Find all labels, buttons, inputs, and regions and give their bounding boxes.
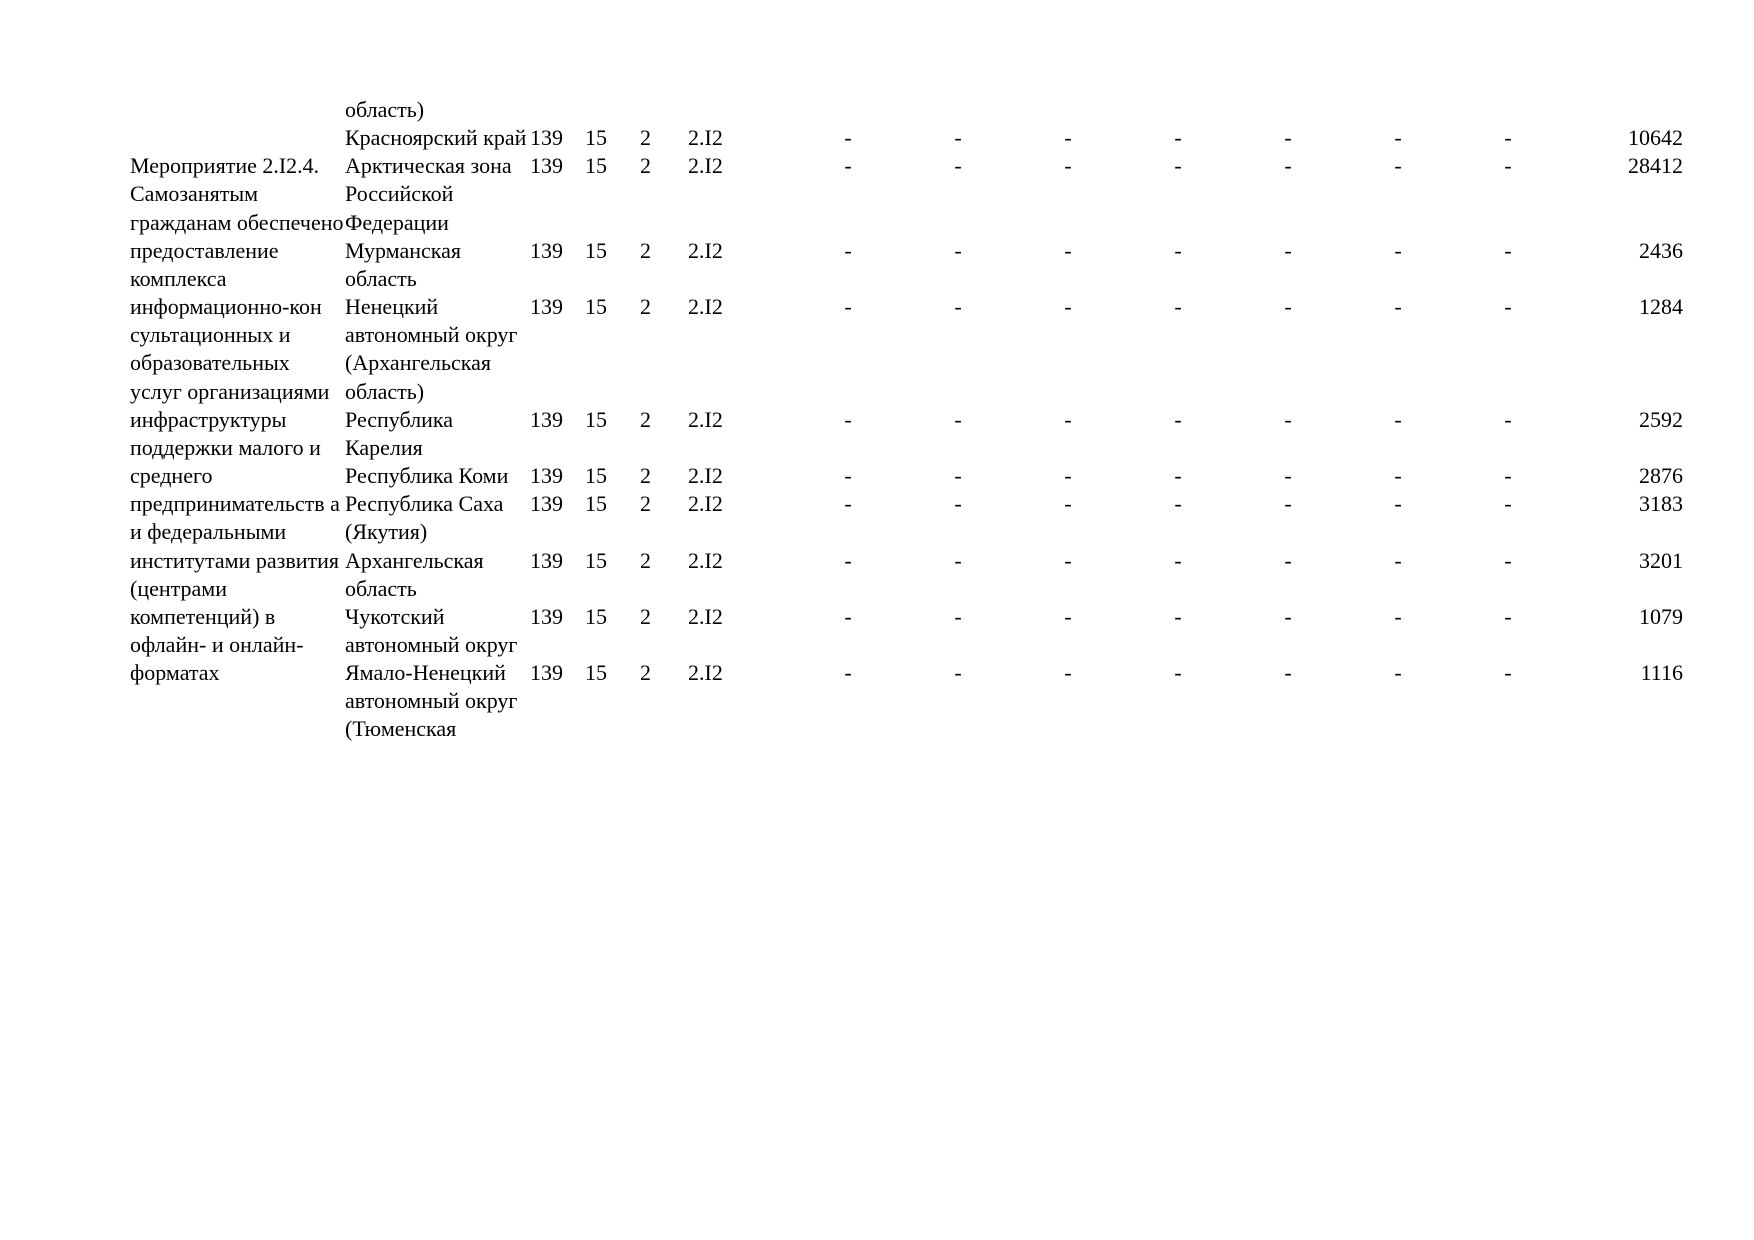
cell-n2: 15 <box>585 547 607 573</box>
cell-n3: 2 <box>640 237 651 263</box>
cell-n2: 15 <box>585 491 607 517</box>
cell-dash-3: - <box>1064 237 1072 263</box>
cell-dash-4: - <box>1174 406 1182 432</box>
cell-dash-6: - <box>1394 463 1402 489</box>
cell-dash-1: - <box>844 237 852 263</box>
cell-code: 2.I2 <box>688 406 723 432</box>
cell-dash-4: - <box>1174 463 1182 489</box>
region-name: Мурманская область <box>345 237 461 291</box>
cell-n3: 2 <box>640 547 651 573</box>
cell-dash-6: - <box>1394 125 1402 151</box>
cell-dash-3: - <box>1064 153 1072 179</box>
region-name: Красноярский край <box>345 125 527 151</box>
table-row <box>130 490 1683 546</box>
cell-dash-2: - <box>954 153 962 179</box>
table-row <box>130 659 1683 743</box>
cell-n3: 2 <box>640 603 651 629</box>
measure-description-cell <box>130 124 345 152</box>
cell-dash-6: - <box>1394 294 1402 320</box>
cell-dash-4 <box>1123 96 1233 124</box>
cell-dash-2: - <box>954 491 962 517</box>
cell-dash-7: - <box>1504 660 1512 686</box>
table-row <box>130 406 1683 462</box>
cell-value <box>1563 96 1683 124</box>
cell-n2: 15 <box>585 237 607 263</box>
cell-dash-5: - <box>1284 660 1292 686</box>
cell-dash-4: - <box>1174 125 1182 151</box>
cell-dash-6 <box>1343 96 1453 124</box>
cell-dash-4: - <box>1174 153 1182 179</box>
cell-dash-1: - <box>844 491 852 517</box>
cell-n1: 139 <box>530 294 563 320</box>
cell-dash-7: - <box>1504 603 1512 629</box>
cell-n2: 15 <box>585 153 607 179</box>
cell-dash-5: - <box>1284 491 1292 517</box>
cell-dash-1 <box>793 96 903 124</box>
cell-dash-7 <box>1453 96 1563 124</box>
cell-dash-6: - <box>1394 153 1402 179</box>
cell-code: 2.I2 <box>688 547 723 573</box>
cell-dash-6: - <box>1394 491 1402 517</box>
cell-dash-3: - <box>1064 406 1072 432</box>
cell-value: 28412 <box>1628 153 1683 179</box>
cell-dash-1: - <box>844 153 852 179</box>
cell-dash-3: - <box>1064 660 1072 686</box>
cell-code: 2.I2 <box>688 603 723 629</box>
cell-dash-5: - <box>1284 294 1292 320</box>
cell-n1: 139 <box>530 463 563 489</box>
table-row <box>130 96 1683 124</box>
cell-dash-2: - <box>954 294 962 320</box>
cell-dash-1: - <box>844 406 852 432</box>
cell-dash-7: - <box>1504 406 1512 432</box>
cell-n1: 139 <box>530 125 563 151</box>
cell-dash-7: - <box>1504 463 1512 489</box>
cell-dash-4: - <box>1174 660 1182 686</box>
cell-dash-6: - <box>1394 406 1402 432</box>
cell-dash-5 <box>1233 96 1343 124</box>
cell-code: 2.I2 <box>688 153 723 179</box>
cell-n3: 2 <box>640 294 651 320</box>
cell-dash-7: - <box>1504 125 1512 151</box>
cell-value: 2436 <box>1639 237 1683 263</box>
table-row <box>130 152 1683 236</box>
data-table <box>130 96 1683 744</box>
cell-dash-3: - <box>1064 125 1072 151</box>
cell-dash-4: - <box>1174 237 1182 263</box>
cell-dash-1: - <box>844 547 852 573</box>
region-name: Республика Карелия <box>345 406 454 460</box>
cell-dash-1: - <box>844 463 852 489</box>
cell-dash-7: - <box>1504 237 1512 263</box>
table-row <box>130 124 1683 152</box>
cell-dash-7: - <box>1504 547 1512 573</box>
cell-value: 2592 <box>1639 406 1683 432</box>
region-continued-text: область) <box>345 97 425 122</box>
cell-dash-3: - <box>1064 547 1072 573</box>
cell-dash-4: - <box>1174 294 1182 320</box>
cell-value: 1079 <box>1639 603 1683 629</box>
cell-n3: 2 <box>640 153 651 179</box>
cell-value: 3201 <box>1639 547 1683 573</box>
cell-n1: 139 <box>530 547 563 573</box>
table-row <box>130 293 1683 406</box>
table-row <box>130 547 1683 603</box>
region-name: Чукотский автономный округ <box>345 603 518 657</box>
cell-n1: 139 <box>530 660 563 686</box>
cell-dash-4: - <box>1174 547 1182 573</box>
cell-dash-2: - <box>954 237 962 263</box>
cell-code: 2.I2 <box>688 463 723 489</box>
cell-n1: 139 <box>530 406 563 432</box>
cell-n2: 15 <box>585 463 607 489</box>
cell-dash-5: - <box>1284 125 1292 151</box>
cell-code: 2.I2 <box>688 294 723 320</box>
cell-n1: 139 <box>530 603 563 629</box>
cell-dash-4: - <box>1174 491 1182 517</box>
region-name: Республика Коми <box>345 463 509 489</box>
cell-n1: 139 <box>530 237 563 263</box>
cell-dash-3: - <box>1064 491 1072 517</box>
cell-code <box>688 96 793 124</box>
cell-n1 <box>530 96 585 124</box>
cell-dash-1: - <box>844 660 852 686</box>
cell-dash-6: - <box>1394 660 1402 686</box>
measure-description-cell <box>130 96 345 124</box>
cell-n3: 2 <box>640 463 651 489</box>
cell-dash-2: - <box>954 463 962 489</box>
cell-dash-5: - <box>1284 406 1292 432</box>
region-name: Ямало-Ненецкий автономный округ (Тюменская <box>345 660 518 742</box>
table-row <box>130 462 1683 490</box>
cell-dash-5: - <box>1284 153 1292 179</box>
cell-dash-7: - <box>1504 294 1512 320</box>
cell-dash-2: - <box>954 406 962 432</box>
cell-code: 2.I2 <box>688 491 723 517</box>
cell-dash-2: - <box>954 125 962 151</box>
cell-dash-6: - <box>1394 547 1402 573</box>
cell-value: 1116 <box>1640 660 1683 686</box>
cell-n3 <box>640 96 688 124</box>
cell-n1: 139 <box>530 153 563 179</box>
cell-n3: 2 <box>640 491 651 517</box>
cell-dash-6: - <box>1394 237 1402 263</box>
cell-n3: 2 <box>640 406 651 432</box>
cell-value: 2876 <box>1639 463 1683 489</box>
cell-n2: 15 <box>585 660 607 686</box>
cell-dash-5: - <box>1284 237 1292 263</box>
cell-dash-2: - <box>954 660 962 686</box>
cell-n1: 139 <box>530 491 563 517</box>
cell-n3: 2 <box>640 125 651 151</box>
cell-dash-3: - <box>1064 294 1072 320</box>
cell-dash-4: - <box>1174 603 1182 629</box>
cell-dash-5: - <box>1284 547 1292 573</box>
cell-dash-2: - <box>954 603 962 629</box>
cell-n2: 15 <box>585 603 607 629</box>
cell-code: 2.I2 <box>688 237 723 263</box>
cell-n2: 15 <box>585 406 607 432</box>
cell-dash-1: - <box>844 603 852 629</box>
table-row <box>130 237 1683 293</box>
measure-description-cell: Мероприятие 2.I2.4. Самозанятым гражданам обеспечено предоставление комплекса информационно-кон сультационных и образовательных услуг организациями инфраструктуры поддержки малого и среднего предпринимательств а и федеральными институтами развития (центрами компетенций) в офлайн- и онлайн-форматах <box>130 153 344 686</box>
cell-code: 2.I2 <box>688 660 723 686</box>
cell-dash-3 <box>1013 96 1123 124</box>
cell-dash-5: - <box>1284 463 1292 489</box>
table-row <box>130 603 1683 659</box>
region-name: Республика Саха (Якутия) <box>345 491 504 545</box>
cell-n2: 15 <box>585 294 607 320</box>
cell-dash-5: - <box>1284 603 1292 629</box>
cell-dash-6: - <box>1394 603 1402 629</box>
cell-dash-2: - <box>954 547 962 573</box>
region-name: Ненецкий автономный округ (Архангельская область) <box>345 294 518 404</box>
cell-dash-7: - <box>1504 153 1512 179</box>
cell-dash-2 <box>903 96 1013 124</box>
cell-code: 2.I2 <box>688 125 723 151</box>
cell-n3: 2 <box>640 660 651 686</box>
cell-dash-7: - <box>1504 491 1512 517</box>
cell-value: 10642 <box>1628 125 1683 151</box>
cell-dash-3: - <box>1064 463 1072 489</box>
cell-n2 <box>585 96 640 124</box>
cell-dash-1: - <box>844 294 852 320</box>
cell-n2: 15 <box>585 125 607 151</box>
cell-dash-3: - <box>1064 603 1072 629</box>
region-name: Арктическая зона Российской Федерации <box>345 153 512 235</box>
region-name: Архангельская область <box>345 547 484 601</box>
cell-value: 1284 <box>1639 294 1683 320</box>
cell-value: 3183 <box>1639 491 1683 517</box>
cell-dash-1: - <box>844 125 852 151</box>
